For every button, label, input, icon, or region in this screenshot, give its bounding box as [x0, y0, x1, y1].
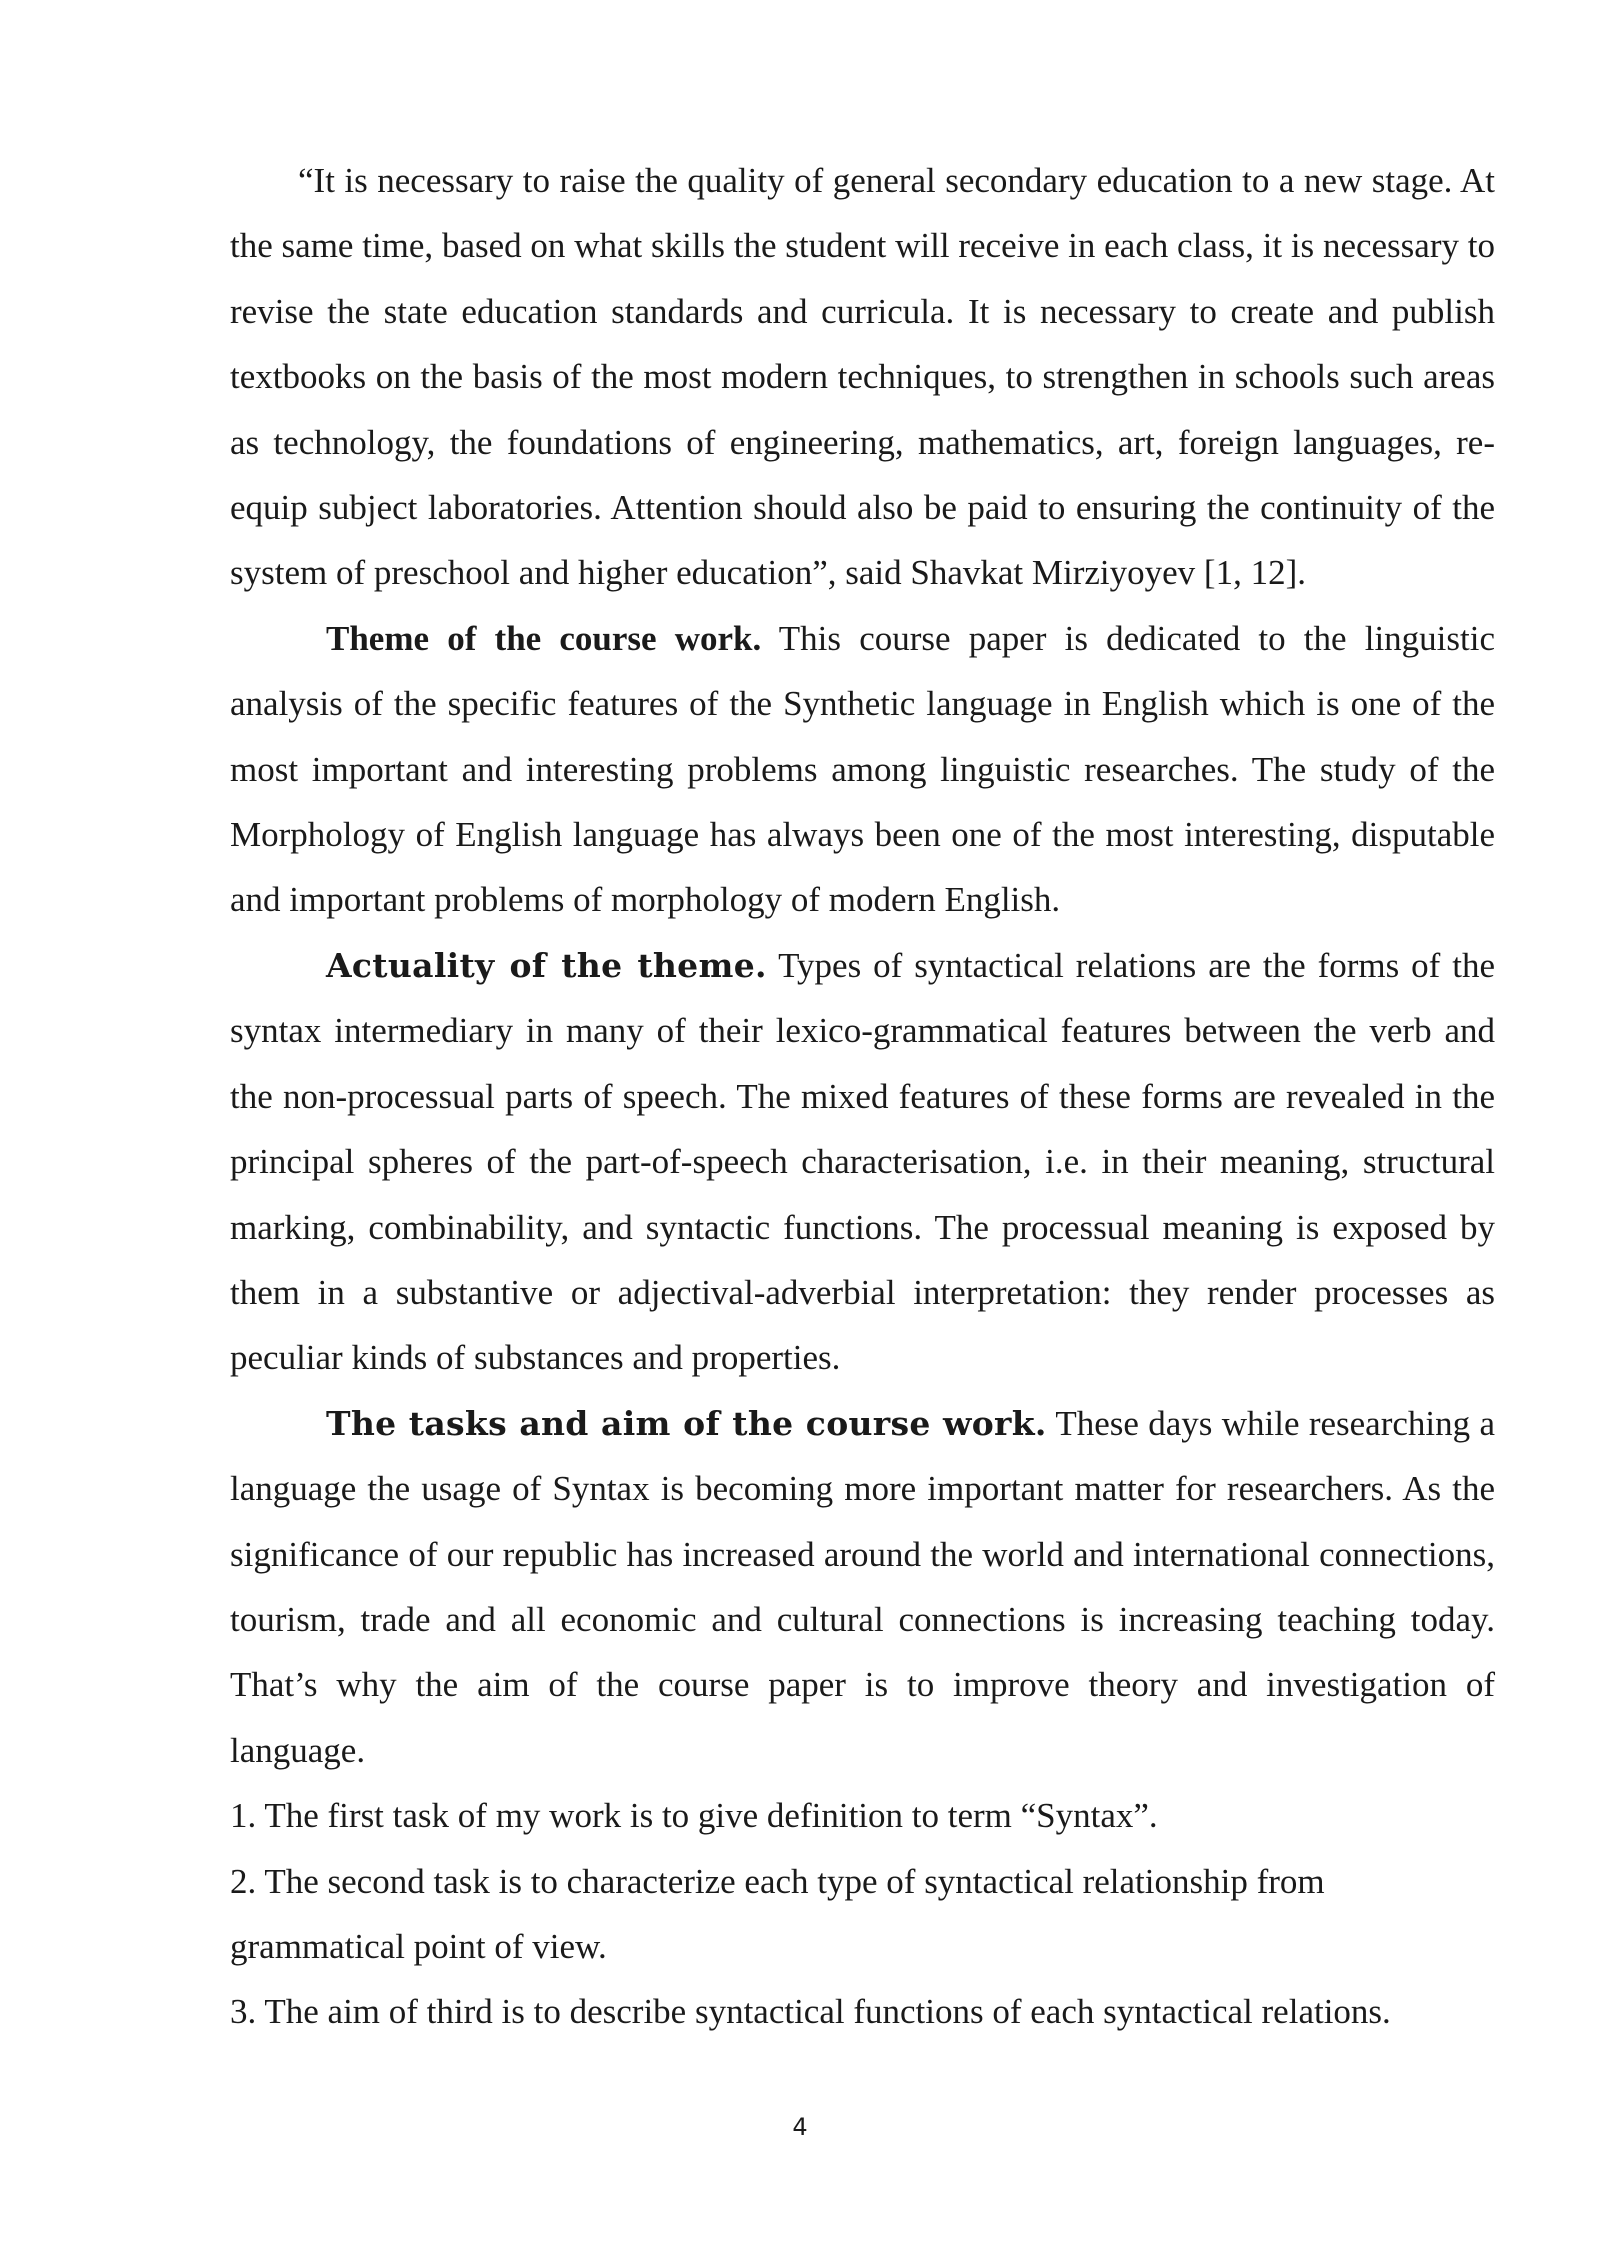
theme-text: This course paper is dedicated to the linguistic analysis of the specific features of the Synthetic language in English which is one of the most important and interesting problems among linguistic researches. The study of the Morphology of English language has always been one of the most interesting, disputable and important problems of morphology of modern English. — [230, 618, 1496, 920]
theme-paragraph — [230, 606, 1495, 933]
document-body — [230, 148, 1495, 2045]
tasks-heading: The tasks and aim of the course work. — [326, 1403, 1047, 1443]
quote-paragraph: “It is necessary to raise the quality of general secondary education to a new stage. At the same time, based on what skills the student will receive in each class, it is necessary to revise the state education standards and curricula. It is necessary to create and publish textbooks on the basis of the most modern techniques, to strengthen in schools such areas as technology, the foundations of engineering, mathematics, art, foreign languages, re-equip subject laboratories. Attention should also be paid to ensuring the continuity of the system of preschool and higher education”, said Shavkat Mirziyoyev [1, 12]. — [230, 161, 1495, 593]
page-number: 4 — [792, 2113, 808, 2141]
list-item: 2. The second task is to characterize each type of syntactical relationship from grammatical point of view. — [230, 1861, 1325, 1966]
list-item: 3. The aim of third is to describe syntactical functions of each syntactical relations. — [230, 1992, 1391, 2032]
actuality-paragraph — [230, 933, 1495, 1391]
theme-heading: Theme of the course work. — [326, 618, 762, 658]
tasks-text: These days while researching a language the usage of Syntax is becoming more important matter for researchers. As the significance of our republic has increased around the world and international connections, tourism, trade and all economic and cultural connections is increasing teaching today. That’s why the aim of the course paper is to improve theory and investigation of language. — [230, 1403, 1495, 1770]
list-item: 1. The first task of my work is to give definition to term “Syntax”. — [230, 1796, 1158, 1836]
actuality-text: Types of syntactical relations are the forms of the syntax intermediary in many of their lexico-grammatical features between the verb and the non-processual parts of speech. The mixed features of these forms are revealed in the principal spheres of the part-of-speech characterisation, i.e. in their meaning, structural marking, combinability, and syntactic functions. The processual meaning is exposed by them in a substantive or adjectival-adverbial interpretation: they render processes as peculiar kinds of substances and properties. — [230, 945, 1496, 1378]
tasks-paragraph — [230, 1391, 1495, 1783]
actuality-heading: Actuality of the theme. — [326, 945, 767, 985]
